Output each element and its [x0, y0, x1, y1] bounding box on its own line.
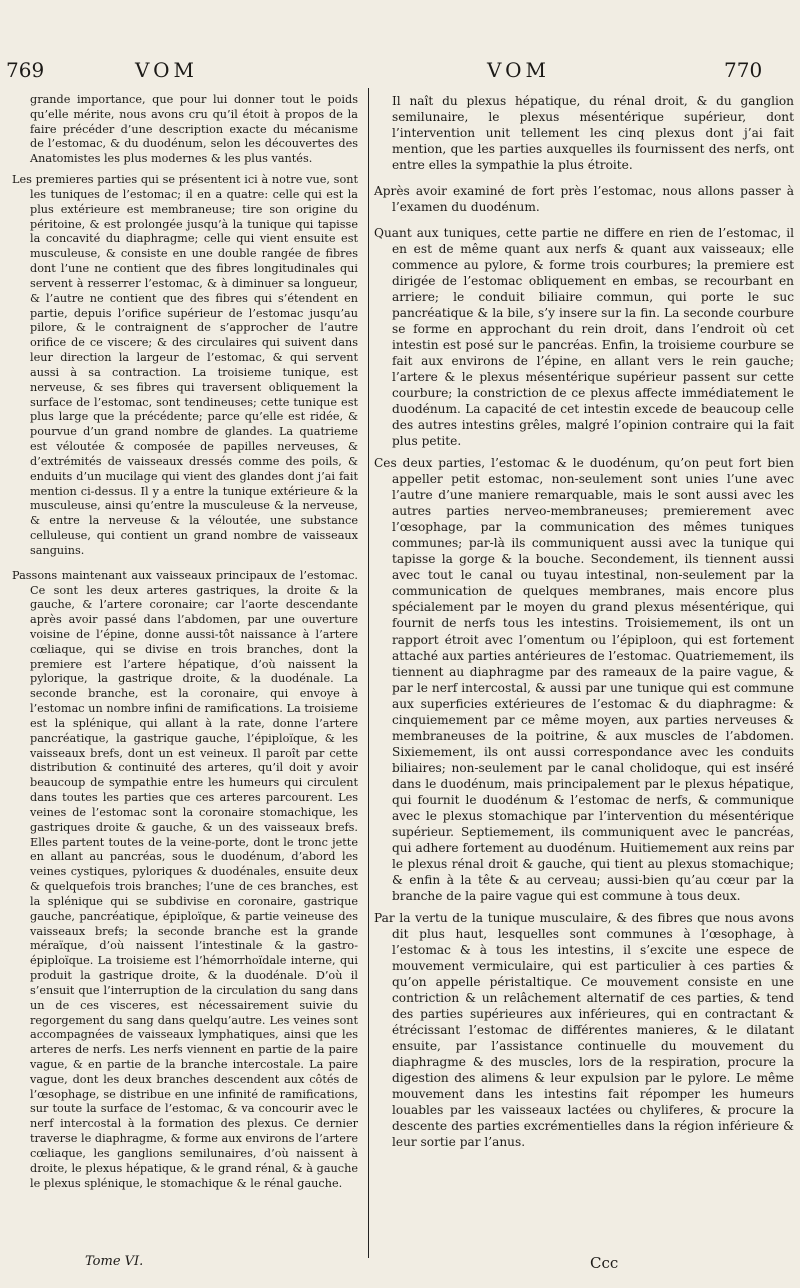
paragraph: Ces deux parties, l’estomac & le duodénum, qu’on peut fort bien appeller petit estomac, non-seulement sont unies l’une avec l’autre d’une maniere remarquable, mais le sont aussi avec les autres parties nerveo-membraneuses; premierement avec l’œsophage, par la communication des mêmes tuniques communes; par-là ils communiquent aussi avec la tunique qui tapisse la gorge & la bouche. Secondement, ils tiennent aussi avec tout le canal ou tuyau intestinal, non-seulement par la communication de quelques membranes, mais encore plus spécialement par le moyen du grand plexus mésentérique, qui fournit de nerfs tous les intestins. Troisiemement, ils ont un rapport étroit avec l’omentum ou l’épiploon, qui est fortement attaché aux parties antérieures de l’estomac. Quatriemement, ils tiennent au diaphragme par des rameaux de la paire vague, & par le nerf intercostal, & aussi par une tunique qui est commune aux superficies extérieures de l’estomac & du diaphragme: & cinquiemement par ce même moyen, aux parties nerveuses & membraneuses de la poitrine, & aux muscles de l’abdomen. Sixiemement, ils ont aussi correspondance avec les conduits biliaires; non-seulement par le canal cholidoque, qui est inséré dans le duodénum, mais principalement par le plexus hépatique, qui fournit le duodénum & l’estomac de nerfs, & communique avec le plexus stomachique par l’intervention du mésentérique supérieur. Septiemement, ils communiquent avec le pancréas, qui adhere fortement au duodénum. Huitiemement aux reins par le plexus rénal droit & gauche, qui tient au plexus stomachique; & enfin à la tête & au cerveau; aussi-bien qu’au cœur par la branche de la paire vague qui est commune à tous deux. [374, 456, 794, 903]
page-number-right: 770 [724, 58, 763, 82]
paragraph: grande importance, que pour lui donner tout le poids qu’elle mérite, nous avons cru qu’il étoit à propos de la faire précéder d’une description exacte du mécanisme de l’estomac, & du duodénum, selon les découvertes des Anatomistes les plus modernes & les plus vantés. [30, 93, 358, 166]
paragraph: Après avoir examiné de fort près l’estomac, nous allons passer à l’examen du duodénum. [374, 184, 794, 215]
paragraph: Par la vertu de la tunique musculaire, & des fibres que nous avons dit plus haut, lesquelles sont communes à l’œsophage, à l’estomac & à tous les intestins, il s’excite une espece de mouvement vermiculaire, qui est particulier à ces parties & qu’on appelle péristaltique. Ce mouvement consiste en une contriction & un relâchement alternatif de ces parties, & tend des parties supérieures aux inférieures, qui en contractant & étrécissant l’estomac de différentes manieres, & le dilatant ensuite, par l’assistance continuelle du mouvement du diaphragme & des muscles, lors de la respiration, procure la digestion des alimens & leur expulsion par le pylore. Le même mouvement dans les intestins fait répomper les humeurs louables par les vaisseaux lactées ou chyliferes, & procure la descente des parties excrémentielles dans la région inférieure & leur sortie par l’anus. [374, 910, 794, 1149]
paragraph: Passons maintenant aux vaisseaux principaux de l’estomac. Ce sont les deux arteres gastriques, la droite & la gauche, & l’artere coronaire; car l’aorte descendante après avoir passé dans l’abdomen, par une ouverture voisine de l’épine, donne aussi-tôt naissance à l’artere cœliaque, qui se divise en trois branches, dont la premiere est l’artere hépatique, d’où naissent la pylorique, la gastrique droite, & la duodénale. La seconde branche, est la coronaire, qui envoye à l’estomac un nombre infini de ramifications. La troisieme est la splénique, qui allant à la rate, donne l’artere pancréatique, la gastrique gauche, l’épiploïque, & les vaisseaux brefs, dont un est veineux. Il paroît par cette distribution & continuité des arteres, qu’il doit y avoir beaucoup de sympathie entre les humeurs qui circulent dans toutes les parties que ces arteres parcourent. Les veines de l’estomac sont la coronaire stomachique, les gastriques droite & gauche, & un des vaisseaux brefs. Elles partent toutes de la veine-porte, dont le tronc jette en allant au pancréas, sous le duodénum, d’abord les veines cystiques, pyloriques & duodénales, ensuite deux & quelquefois trois branches; l’une de ces branches, est la splénique qui se subdivise en coronaire, gastrique gauche, pancréatique, épiploïque, & partie veineuse des vaisseaux brefs; la seconde branche est la grande méraïque, d’où naissent l’intestinale & la gastro-épiploïque. La troisieme est l’hémorrhoïdale interne, qui produit la gastrique droite, & la duodénale. D’où il s’ensuit que l’interruption de la circulation du sang dans un de ces visceres, est nécessairement suivie du regorgement du sang dans quelqu’autre. Les veines sont accompagnées de vaisseaux lymphatiques, ainsi que les arteres de nerfs. Les nerfs viennent en partie de la paire vague, & en partie de la branche intercostale. La paire vague, dont les deux branches descendent aux côtés de l’œsophage, se distribue en une infinité de ramifications, sur toute la surface de l’estomac, & va concourir avec le nerf intercostal à la formation des plexus. Ce dernier traverse le diaphragme, & forme aux environs de l’artere cœliaque, les ganglions semilunaires, d’où naissent à droite, le plexus hépatique, & le grand rénal, & à gauche le plexus splénique, le stomachique & le rénal gauche. [12, 568, 358, 1190]
running-head-right: VOM [487, 58, 550, 82]
column-divider [368, 88, 369, 1258]
paragraph: Quant aux tuniques, cette partie ne differe en rien de l’estomac, il en est de même quant aux nerfs & quant aux vaisseaux; elle commence au pylore, & forme trois courbures; la premiere est dirigée de l’estomac obliquement en embas, se recourbant en arriere; le conduit biliaire commun, qui porte le suc pancréatique & la bile, s’y insere sur la fin. La seconde courbure se forme en approchant du rein droit, dans l’endroit où cet intestin est posé sur le pancréas. Enfin, la troisieme courbure se fait aux environs de l’épine, en allant vers le rein gauche; l’artere & le plexus mésentérique supérieur passent sur cette courbure; la constriction de ce plexus affecte immédiatement le duodénum. La capacité de cet intestin excede de beaucoup celle des autres intestins grêles, malgré l’opinion contraire qui la fait plus petite. [374, 226, 794, 449]
gathering-signature: Ccc [590, 1254, 619, 1272]
volume-signature: Tome VI. [85, 1254, 144, 1269]
right-column [374, 93, 794, 1156]
paragraph: Il naît du plexus hépatique, du rénal droit, & du ganglion semilunaire, le plexus mésentérique supérieur, dont l’intervention unit tellement les cinq plexus dont j’ai fait mention, que les parties auxquelles ils fournissent des nerfs, ont entre elles la sympathie la plus étroite. [392, 94, 794, 173]
page-number-left: 769 [6, 58, 45, 82]
left-column [12, 93, 358, 1197]
paragraph: Les premieres parties qui se présentent ici à notre vue, sont les tuniques de l’estomac; il en a quatre: celle qui est la plus extérieure est membraneuse; tire son origine du péritoine, & est prolongée jusqu’à la tunique qui tapisse la concavité du diaphragme; celle qui vient ensuite est musculeuse, & consiste en une double rangée de fibres dont l’une ne contient que des fibres longitudinales qui servent à resserrer l’estomac, & à diminuer sa longueur, & l’autre ne contient que des fibres qui s’étendent en partie, depuis l’orifice supérieur de l’estomac jusqu’au pilore, & le contraignent de s’approcher de l’autre orifice de ce viscere; & des circulaires qui suivent dans leur direction la largeur de l’estomac, & qui servent aussi à sa contraction. La troisieme tunique, est nerveuse, & ses fibres qui traversent obliquement la surface de l’estomac, sont tendineuses; cette tunique est plus large que la précédente; parce qu’elle est ridée, & pourvue d’un grand nombre de glandes. La quatrieme est véloutée & composée de papilles nerveuses, & d’extrémités de vaisseaux dressés comme des poils, & enduits d’un mucilage qui vient des glandes dont j’ai fait mention ci-dessus. Il y a entre la tunique extérieure & la musculeuse, ainsi qu’entre la musculeuse & la nerveuse, & entre la nerveuse & la véloutée, une substance celluleuse, qui contient un grand nombre de vaisseaux sanguins. [12, 173, 358, 557]
running-head-left: VOM [135, 58, 198, 82]
